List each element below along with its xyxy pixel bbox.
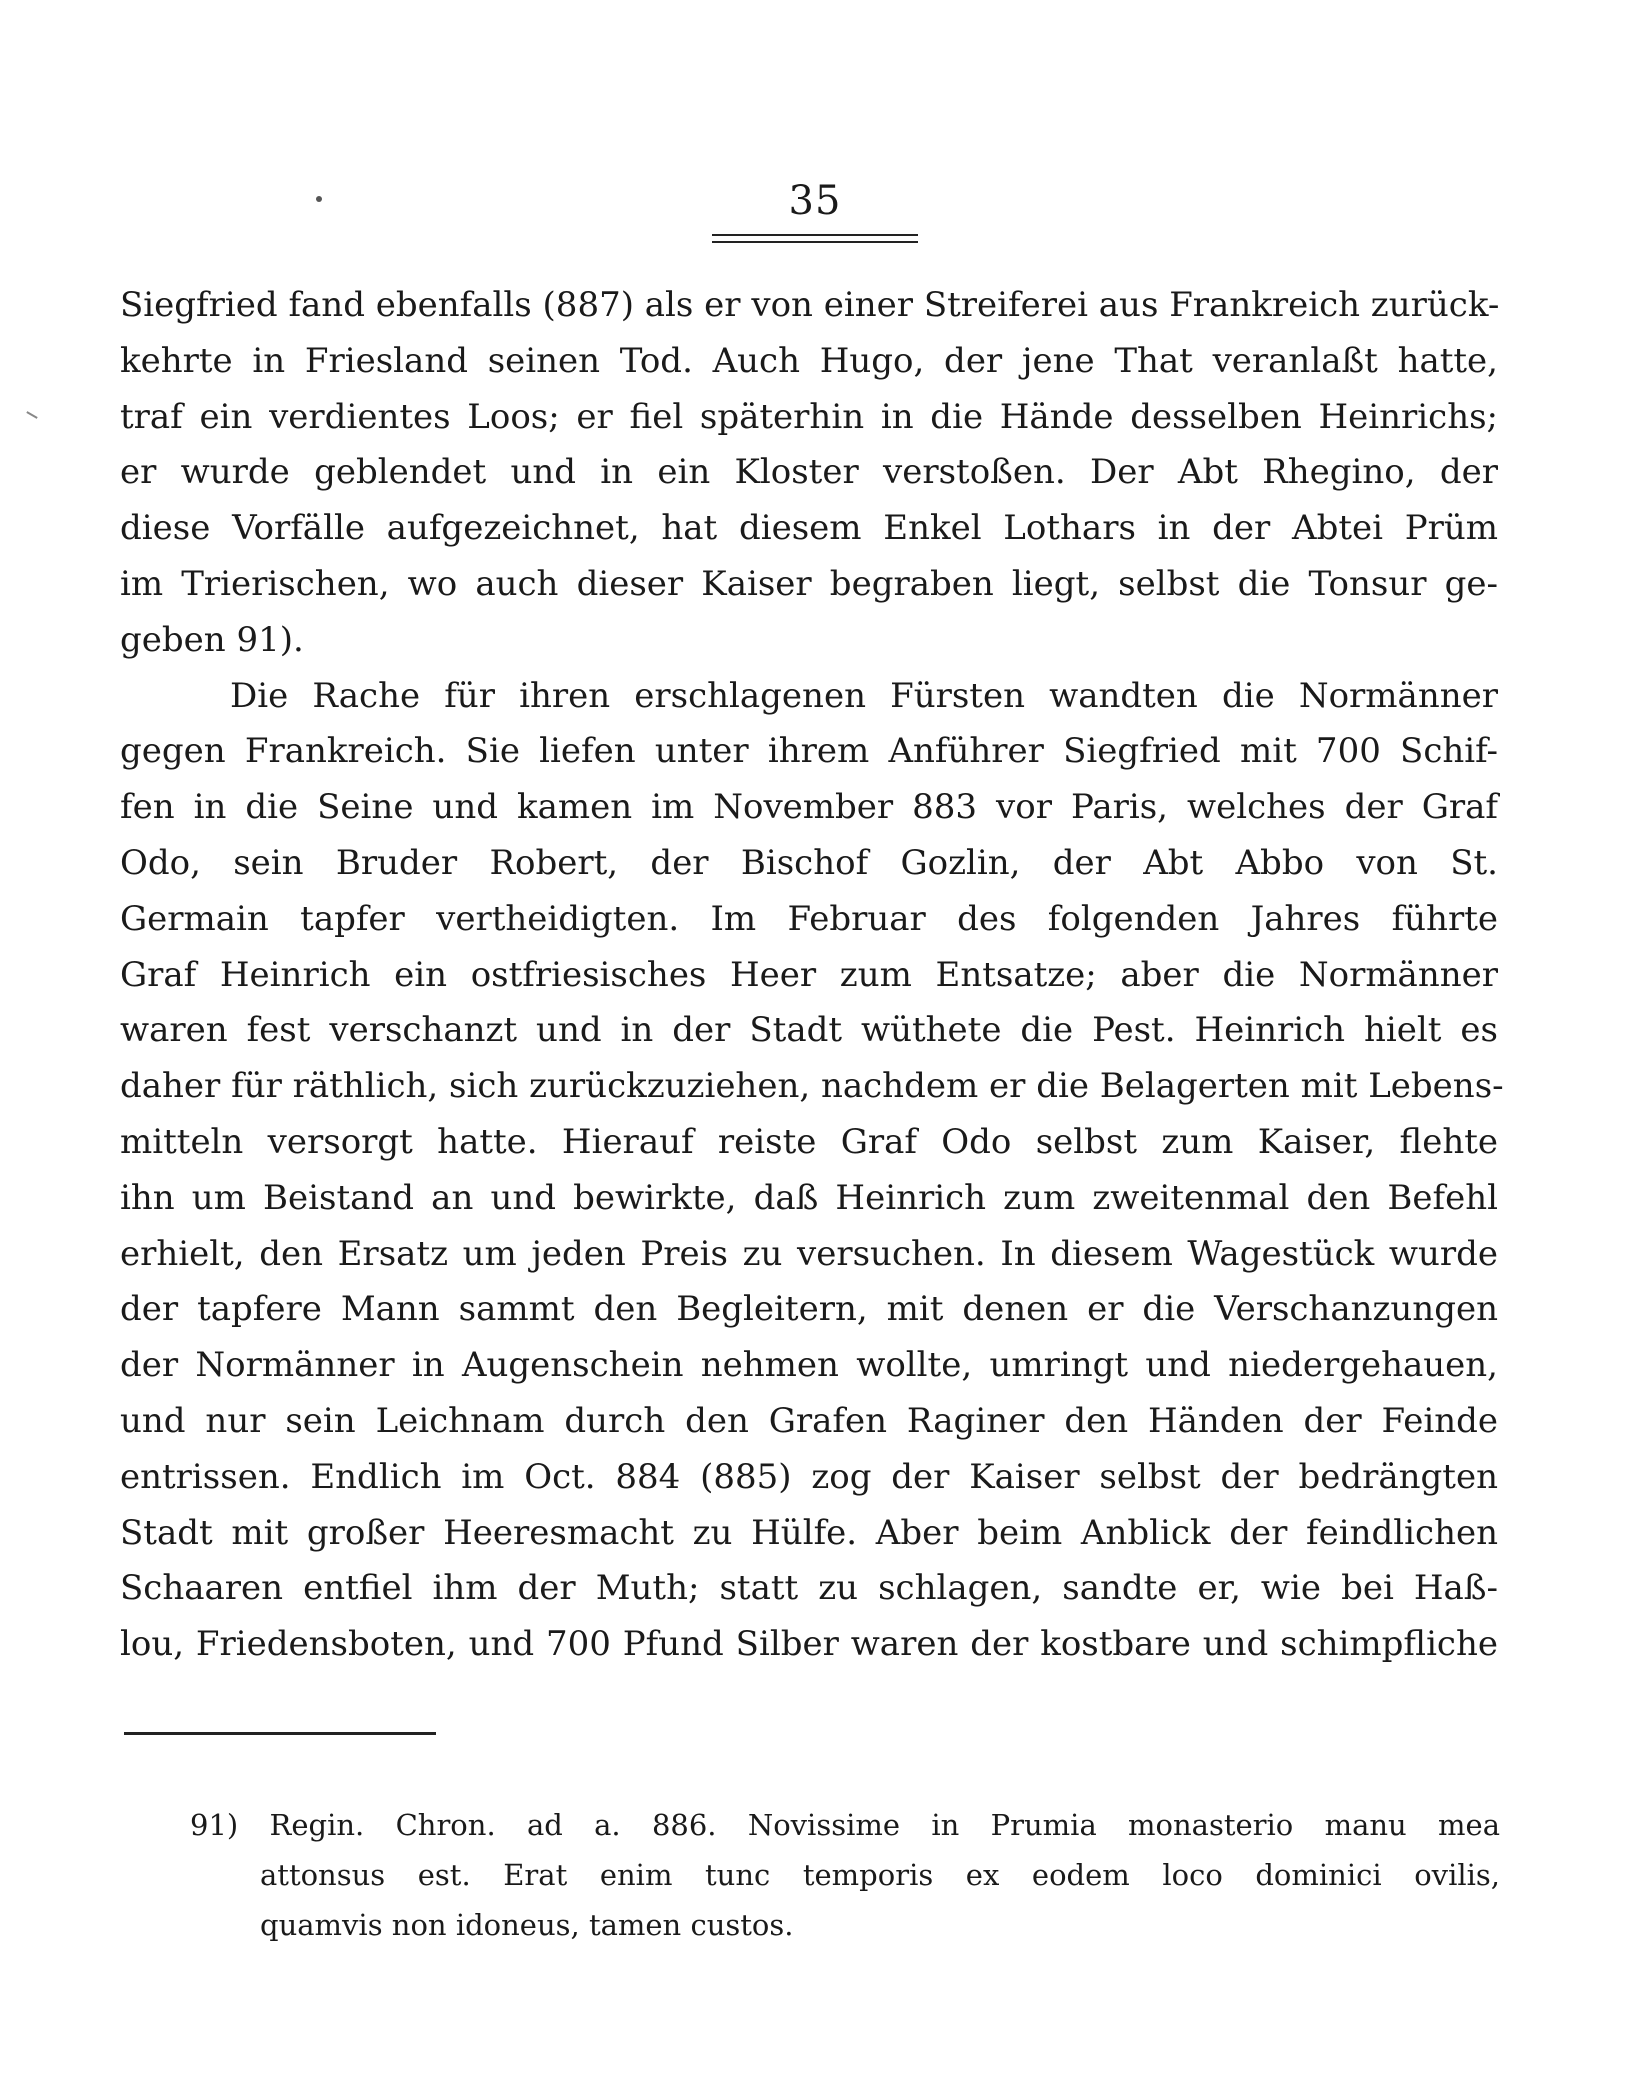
text-line: der Normänner in Augenschein nehmen wollte, umringt und niedergehauen, (120, 1345, 1498, 1386)
text-line: und nur sein Leichnam durch den Grafen Raginer den Händen der Feinde (120, 1400, 1498, 1441)
text-line: Germain tapfer vertheidigten. Im Februar des folgenden Jahres führte (120, 898, 1498, 939)
text-line: der tapfere Mann sammt den Begleitern, mit denen er die Verschanzungen (120, 1289, 1498, 1330)
stray-mark (26, 411, 37, 419)
page-number: 35 (788, 178, 842, 224)
text-line: im Trierischen, wo auch dieser Kaiser begraben liegt, selbst die Tonsur ge- (120, 563, 1498, 604)
text-line: Die Rache für ihren erschlagenen Fürsten wandten die Normänner (230, 675, 1498, 716)
text-line: entrissen. Endlich im Oct. 884 (885) zog der Kaiser selbst der bedrängten (120, 1456, 1498, 1497)
footnote-line: 91) Regin. Chron. ad a. 886. Novissime in Prumia monasterio manu mea (190, 1808, 1500, 1842)
text-line: daher für räthlich, sich zurückzuziehen, nachdem er die Belagerten mit Lebens- (120, 1066, 1504, 1107)
body-text (120, 278, 1504, 1673)
text-line: gegen Frankreich. Sie liefen unter ihrem Anführer Siegfried mit 700 Schif- (120, 731, 1498, 772)
text-line: Graf Heinrich ein ostfriesisches Heer zum Entsatze; aber die Normänner (120, 954, 1498, 995)
text-line: Schaaren entfiel ihm der Muth; statt zu schlagen, sandte er, wie bei Haß- (120, 1568, 1498, 1609)
text-line: mitteln versorgt hatte. Hierauf reiste Graf Odo selbst zum Kaiser, flehte (120, 1121, 1498, 1162)
text-line: waren fest verschanzt und in der Stadt wüthete die Pest. Heinrich hielt es (120, 1010, 1498, 1051)
text-line: kehrte in Friesland seinen Tod. Auch Hugo, der jene That veranlaßt hatte, (120, 340, 1498, 381)
footnote-line: quamvis non idoneus, tamen custos. (260, 1908, 794, 1942)
text-line: Odo, sein Bruder Robert, der Bischof Gozlin, der Abt Abbo von St. (120, 842, 1498, 883)
text-line: Stadt mit großer Heeresmacht zu Hülfe. Aber beim Anblick der feindlichen (120, 1512, 1498, 1553)
text-line: lou, Friedensboten, und 700 Pfund Silber waren der kostbare und schimpfliche (120, 1624, 1498, 1665)
header-double-rule (712, 234, 918, 243)
text-line: geben 91). (120, 619, 304, 660)
text-line: er wurde geblendet und in ein Kloster verstoßen. Der Abt Rhegino, der (120, 452, 1498, 493)
text-line: diese Vorfälle aufgezeichnet, hat diesem Enkel Lothars in der Abtei Prüm (120, 508, 1498, 549)
stray-mark (316, 196, 322, 202)
text-line: ihn um Beistand an und bewirkte, daß Heinrich zum zweitenmal den Befehl (120, 1177, 1498, 1218)
footnote-line: attonsus est. Erat enim tunc temporis ex eodem loco dominici ovilis, (260, 1858, 1500, 1892)
footnote-separator-rule (124, 1732, 436, 1735)
footnotes (190, 1800, 1500, 1950)
text-line: traf ein verdientes Loos; er fiel späterhin in die Hände desselben Heinrichs; (120, 396, 1498, 437)
text-line: fen in die Seine und kamen im November 883 vor Paris, welches der Graf (120, 787, 1498, 828)
text-line: Siegfried fand ebenfalls (887) als er von einer Streiferei aus Frankreich zurück- (120, 285, 1500, 325)
text-line: erhielt, den Ersatz um jeden Preis zu versuchen. In diesem Wagestück wurde (120, 1233, 1498, 1274)
